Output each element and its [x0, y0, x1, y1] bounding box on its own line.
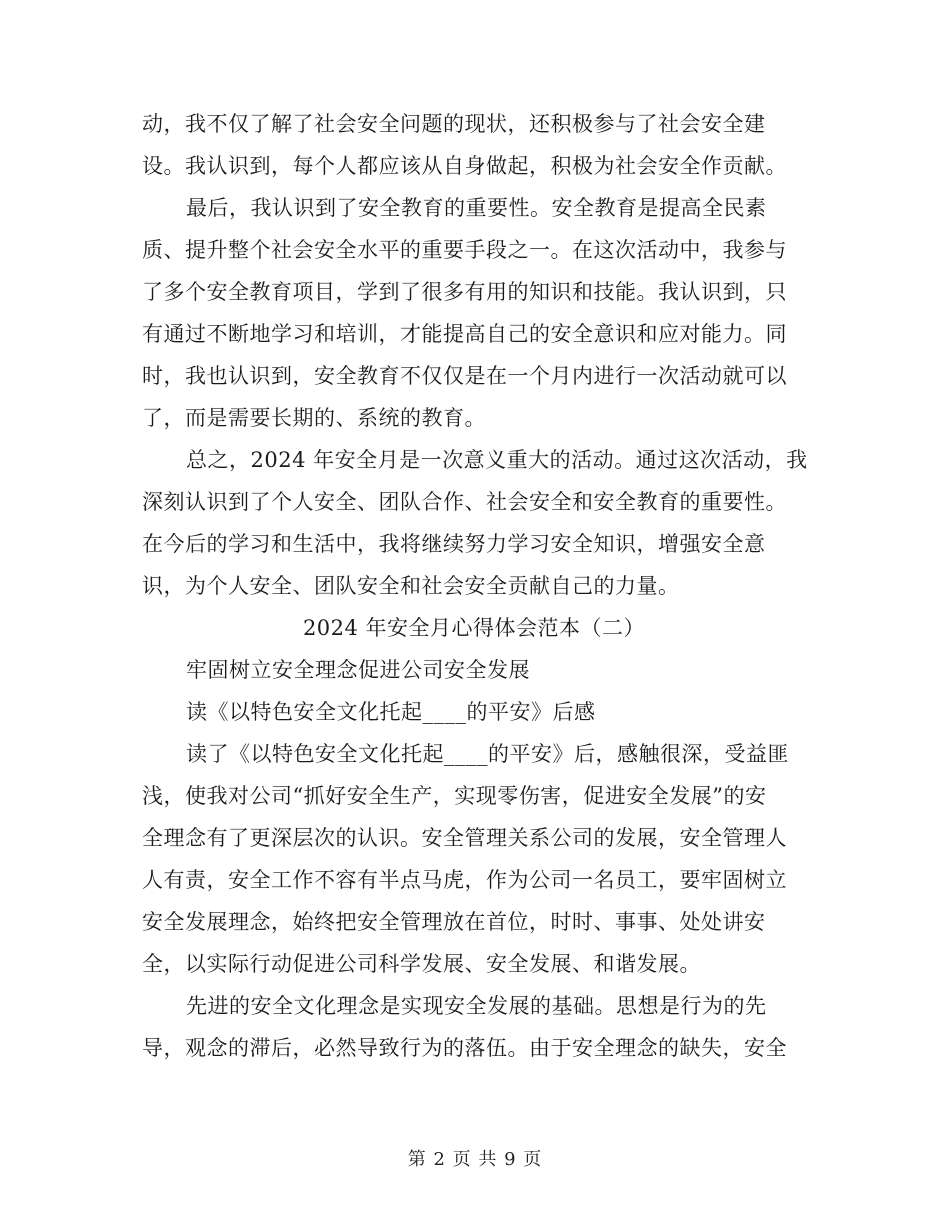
section-title: 2024 年安全月心得体会范本（二）	[302, 616, 646, 640]
subtitle-line: 读《以特色安全文化托起____的平安》后感	[186, 700, 596, 724]
body-line: 全理念有了更深层次的认识。安全管理关系公司的发展，安全管理人	[142, 826, 787, 850]
body-line: 动，我不仅了解了社会安全问题的现状，还积极参与了社会安全建	[142, 112, 766, 136]
body-line: 有通过不断地学习和培训，才能提高自己的安全意识和应对能力。同	[142, 322, 787, 346]
body-line: 全，以实际行动促进公司科学发展、安全发展、和谐发展。	[142, 952, 701, 976]
body-line: 了多个安全教育项目，学到了很多有用的知识和技能。我认识到，只	[142, 280, 787, 304]
body-line: 了，而是需要长期的、系统的教育。	[142, 406, 486, 430]
body-line: 深刻认识到了个人安全、团队合作、社会安全和安全教育的重要性。	[142, 490, 787, 514]
body-line: 质、提升整个社会安全水平的重要手段之一。在这次活动中，我参与	[142, 238, 787, 262]
subtitle-line: 牢固树立安全理念促进公司安全发展	[186, 658, 530, 682]
paragraph-start-line: 最后，我认识到了安全教育的重要性。安全教育是提高全民素	[186, 196, 767, 220]
body-line: 浅，使我对公司“抓好安全生产，实现零伤害，促进安全发展”的安	[142, 784, 767, 808]
page-number-footer: 第 2 页 共 9 页	[407, 1149, 543, 1170]
paragraph-start-line: 读了《以特色安全文化托起____的平安》后，感触很深，受益匪	[186, 742, 789, 766]
body-line: 人有责，安全工作不容有半点马虎，作为公司一名员工，要牢固树立	[142, 868, 787, 892]
paragraph-start-line: 总之，2024 年安全月是一次意义重大的活动。通过这次活动，我	[186, 448, 808, 472]
body-line: 安全发展理念，始终把安全管理放在首位，时时、事事、处处讲安	[142, 910, 766, 934]
body-line: 时，我也认识到，安全教育不仅仅是在一个月内进行一次活动就可以	[142, 364, 787, 388]
body-line: 设。我认识到，每个人都应该从自身做起，积极为社会安全作贡献。	[142, 154, 787, 178]
paragraph-start-line: 先进的安全文化理念是实现安全发展的基础。思想是行为的先	[186, 994, 767, 1018]
document-body	[142, 103, 806, 1069]
body-line: 导，观念的滞后，必然导致行为的落伍。由于安全理念的缺失，安全	[142, 1036, 787, 1060]
body-line: 在今后的学习和生活中，我将继续努力学习安全知识，增强安全意	[142, 532, 766, 556]
body-line: 识，为个人安全、团队安全和社会安全贡献自己的力量。	[142, 574, 680, 598]
